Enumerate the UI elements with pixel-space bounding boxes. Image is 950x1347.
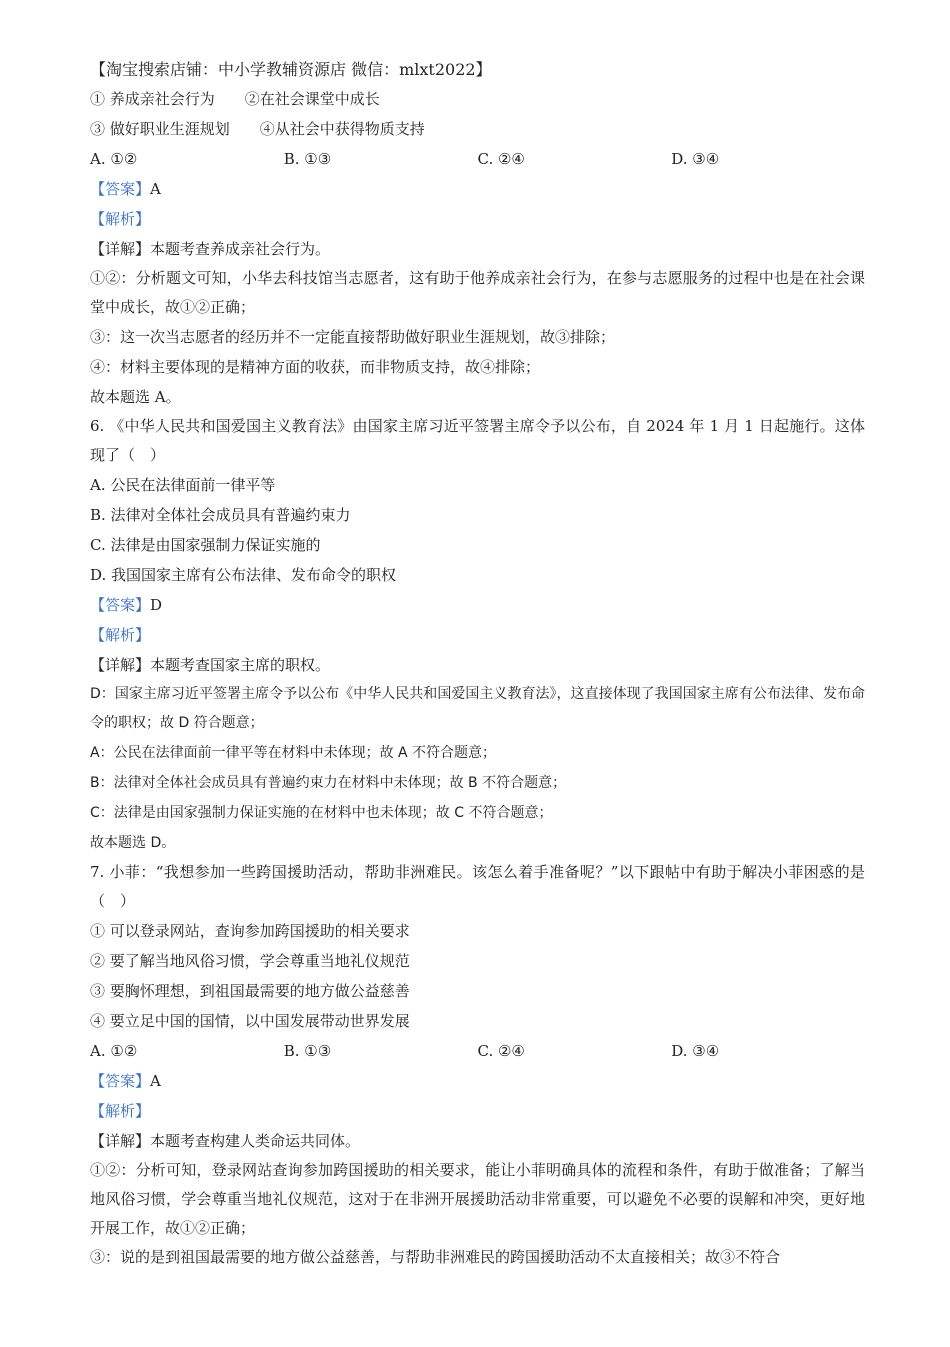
store-header: 【淘宝搜索店铺：中小学教辅资源店 微信：mlxt2022】 [90,60,492,79]
q5-analysis-tag: 【解析】 [90,210,151,228]
q5-explain-2: ③：这一次当志愿者的经历并不一定能直接帮助做好职业生涯规划，故③排除； [90,328,616,346]
q7-item-4: ④ 要立足中国的国情，以中国发展带动世界发展 [90,1012,410,1030]
q5-item-line-2: ③ 做好职业生涯规划 ④从社会中获得物质支持 [90,120,425,138]
q7-option-b: B. ①③ [283,1042,332,1060]
q7-option-a: A. ①② [90,1042,138,1060]
q5-explain-3: ④：材料主要体现的是精神方面的收获，而非物质支持，故④排除； [90,358,541,376]
q5-detail: 【详解】本题考查养成亲社会行为。 [90,240,331,258]
q5-option-c: C. ②④ [477,150,525,168]
q7-answer [90,1066,865,1096]
q7-item-3: ③ 要胸怀理想，到祖国最需要的地方做公益慈善 [90,982,410,1000]
q5-option-d: D. ③④ [671,150,720,168]
answer-value: A [150,180,161,198]
answer-value: A [150,1072,161,1090]
q7-options [90,1036,865,1066]
q5-explain-1: ①②：分析题文可知，小华去科技馆当志愿者，这有助于他养成亲社会行为，在参与志愿服务的过程中也是在社会课堂中成长，故①②正确； [90,269,865,316]
q6-detail: 【详解】本题考查国家主席的职权。 [90,656,331,674]
q7-explain-1: ①②：分析可知，登录网站查询参加跨国援助的相关要求，能让小菲明确具体的流程和条件，有助于做准备；了解当地风俗习惯，学会尊重当地礼仪规范，这对于在非洲开展援助活动非常重要，可以避免不必要的误解和冲突，更好地开展工作，故①②正确； [90,1161,865,1237]
q6-analysis-tag: 【解析】 [90,626,151,644]
q6-choice-c: C. 法律是由国家强制力保证实施的 [90,536,321,554]
q7-option-c: C. ②④ [477,1042,525,1060]
q6-explain-2: A：公民在法律面前一律平等在材料中未体现；故 A 不符合题意； [90,745,497,761]
document-page [90,58,865,1272]
q7-item-1: ① 可以登录网站，查询参加跨国援助的相关要求 [90,922,410,940]
q5-answer [90,174,865,204]
q5-item-line-1: ① 养成亲社会行为 ②在社会课堂中成长 [90,90,380,108]
answer-tag: 【答案】 [90,180,151,198]
q7-stem: 7. 小菲：“我想参加一些跨国援助活动，帮助非洲难民。该怎么着手准备呢？”以下跟帖中有助于解决小菲困惑的是（ ） [90,863,865,910]
q7-item-2: ② 要了解当地风俗习惯，学会尊重当地礼仪规范 [90,952,410,970]
answer-tag: 【答案】 [90,1072,151,1090]
q5-option-b: B. ①③ [283,150,332,168]
q5-options [90,144,865,174]
q6-answer [90,590,865,620]
q6-choice-d: D. 我国国家主席有公布法律、发布命令的职权 [90,566,397,584]
q6-choice-b: B. 法律对全体社会成员具有普遍约束力 [90,506,351,524]
q7-explain-2: ③：说的是到祖国最需要的地方做公益慈善，与帮助非洲难民的跨国援助活动不太直接相关；故③不符合 [90,1248,781,1266]
q6-explain-3: B：法律对全体社会成员具有普遍约束力在材料中未体现；故 B 不符合题意； [90,775,567,791]
answer-value: D [150,596,163,614]
q5-explain-4: 故本题选 A。 [90,388,181,406]
q6-explain-5: 故本题选 D。 [90,835,176,851]
answer-tag: 【答案】 [90,596,151,614]
q6-explain-4: C：法律是由国家强制力保证实施的在材料中也未体现；故 C 不符合题意； [90,805,553,821]
q6-explain-1: D：国家主席习近平签署主席令予以公布《中华人民共和国爱国主义教育法》，这直接体现了我国国家主席有公布法律、发布命令的职权；故 D 符合题意； [90,686,865,731]
q6-stem: 6. 《中华人民共和国爱国主义教育法》由国家主席习近平签署主席令予以公布，自 2024 年 1 月 1 日起施行。这体现了（ ） [90,417,865,464]
q7-analysis-tag: 【解析】 [90,1102,151,1120]
q5-option-a: A. ①② [90,150,138,168]
q7-option-d: D. ③④ [671,1042,720,1060]
q6-choice-a: A. 公民在法律面前一律平等 [90,476,276,494]
q7-detail: 【详解】本题考查构建人类命运共同体。 [90,1132,361,1150]
